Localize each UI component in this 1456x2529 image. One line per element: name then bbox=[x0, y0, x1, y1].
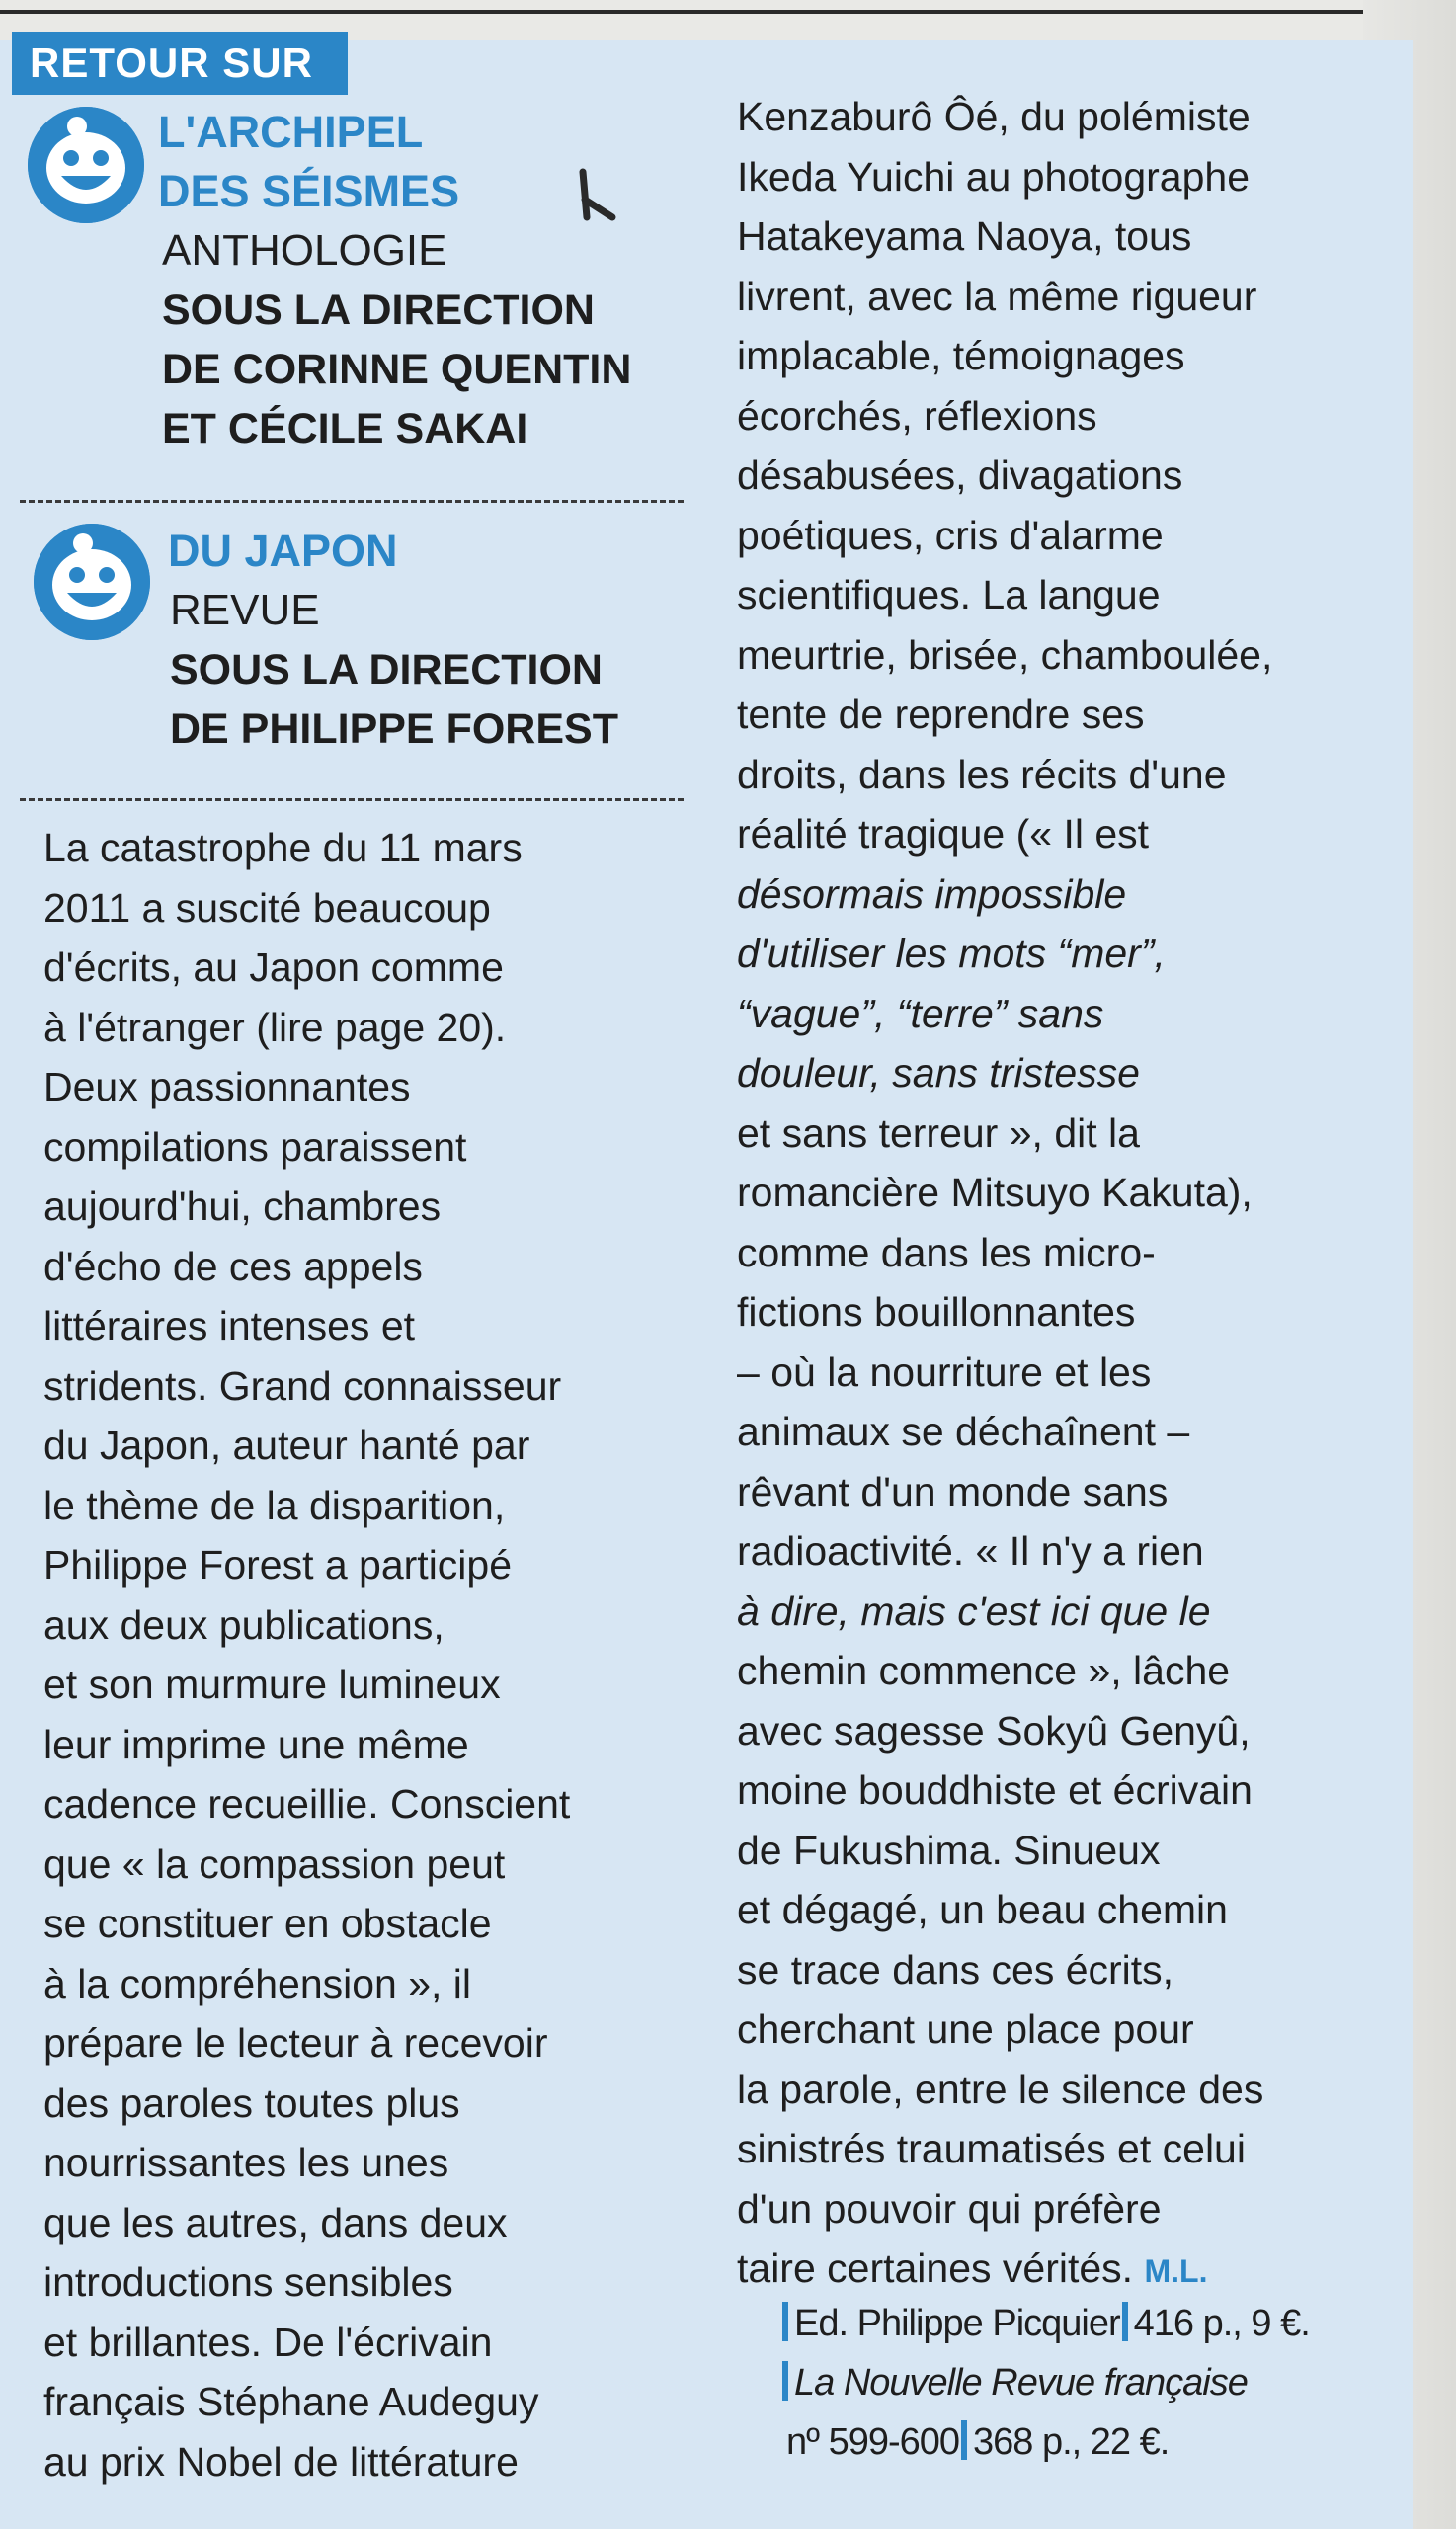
text-line: comme dans les micro- bbox=[737, 1229, 1156, 1275]
text-line: tente de reprendre ses bbox=[737, 692, 1145, 737]
text-line: moine bouddhiste et écrivain bbox=[737, 1767, 1253, 1813]
text-line: se constituer en obstacle bbox=[43, 1901, 492, 1946]
section-tab: RETOUR SUR bbox=[12, 32, 348, 95]
book-credit-line: SOUS LA DIRECTION bbox=[162, 286, 595, 334]
text-line: fictions bouillonnantes bbox=[737, 1289, 1136, 1335]
text-line bbox=[737, 1582, 1272, 1642]
text-line: réalité tragique (« Il est bbox=[737, 811, 1150, 857]
text-line: aux deux publications, bbox=[43, 1601, 445, 1648]
text-line: La catastrophe du 11 mars bbox=[43, 825, 523, 870]
text-line: à l'étranger (lire page 20). bbox=[43, 1004, 507, 1050]
text-line: des paroles toutes plus bbox=[43, 2080, 460, 2126]
book-type: ANTHOLOGIE bbox=[162, 226, 447, 275]
text-line: et sans terreur », dit la bbox=[737, 1109, 1140, 1156]
separator-bar bbox=[782, 2361, 788, 2401]
text-line: poétiques, cris d'alarme bbox=[737, 512, 1164, 558]
text-line: scientifiques. La langue bbox=[737, 572, 1161, 617]
text-line: et brillantes. De l'écrivain bbox=[43, 2319, 493, 2365]
text-line: meurtrie, brisée, chamboulée, bbox=[737, 631, 1273, 678]
quote-text: douleur, sans tristesse bbox=[737, 1050, 1140, 1096]
text-line: d'écho de ces appels bbox=[43, 1243, 423, 1289]
text-line: droits, dans les récits d'une bbox=[737, 751, 1227, 797]
smiling-face-icon bbox=[28, 107, 144, 223]
text-line: à la compréhension », il bbox=[43, 1960, 472, 2006]
text-line: que les autres, dans deux bbox=[43, 2199, 508, 2245]
issue-number: nº 599-600 bbox=[786, 2421, 960, 2463]
smiling-face-icon bbox=[34, 524, 150, 640]
text-line bbox=[737, 2239, 1272, 2299]
text-line: introductions sensibles bbox=[43, 2259, 453, 2305]
text-line: – où la nourriture et les bbox=[737, 1348, 1152, 1395]
publication-details: 416 p., 9 €. bbox=[1133, 2303, 1310, 2344]
text-line: la parole, entre le silence des bbox=[737, 2066, 1264, 2112]
text-line: Philippe Forest a participé bbox=[43, 1542, 513, 1588]
text-line: radioactivité. « Il n'y a rien bbox=[737, 1528, 1204, 1574]
text-line: cherchant une place pour bbox=[737, 2006, 1194, 2052]
text-line: Hatakeyama Naoya, tous bbox=[737, 213, 1192, 259]
text-line: désabusées, divagations bbox=[737, 452, 1183, 498]
text-line: 2011 a suscité beaucoup bbox=[43, 884, 491, 931]
text-line: compilations paraissent bbox=[43, 1123, 467, 1170]
text-line: sinistrés traumatisés et celui bbox=[737, 2126, 1246, 2171]
quote-text: désormais impossible bbox=[737, 870, 1127, 917]
text-line: prépare le lecteur à recevoir bbox=[43, 2020, 548, 2066]
publisher-name: Ed. Philippe Picquier bbox=[794, 2303, 1120, 2344]
review-text-left bbox=[43, 818, 570, 2491]
separator-bar bbox=[782, 2302, 788, 2341]
book-title-line: L'ARCHIPEL bbox=[158, 107, 424, 157]
book-credit-line: DE CORINNE QUENTIN bbox=[162, 346, 632, 393]
top-rule bbox=[0, 10, 1383, 14]
text-line: français Stéphane Audeguy bbox=[43, 2379, 539, 2424]
text-line: et son murmure lumineux bbox=[43, 1662, 501, 1707]
text-line: d'un pouvoir qui préfère bbox=[737, 2185, 1162, 2232]
text-line: leur imprime une même bbox=[43, 1721, 469, 1767]
book-type: REVUE bbox=[170, 586, 320, 634]
text-line: d'écrits, au Japon comme bbox=[43, 944, 504, 990]
quote-text: d'utiliser les mots “mer”, bbox=[737, 931, 1166, 976]
text-line: implacable, témoignages bbox=[737, 333, 1185, 378]
text-line: du Japon, auteur hanté par bbox=[43, 1423, 530, 1468]
text-line: le thème de la disparition, bbox=[43, 1482, 506, 1528]
quote-text: “vague”, “terre” sans bbox=[737, 990, 1104, 1036]
book-credit-line: DE PHILIPPE FOREST bbox=[170, 705, 618, 753]
publication-details: 368 p., 22 €. bbox=[973, 2421, 1170, 2463]
text-line bbox=[737, 864, 1272, 925]
text-line: se trace dans ces écrits, bbox=[737, 1946, 1174, 1993]
separator-bar bbox=[1122, 2302, 1128, 2341]
text-line: romancière Mitsuyo Kakuta), bbox=[737, 1170, 1253, 1215]
dashed-divider bbox=[20, 798, 684, 801]
text-line: littéraires intenses et bbox=[43, 1303, 416, 1348]
text-line bbox=[737, 984, 1272, 1044]
book-title-line: DES SÉISMES bbox=[158, 166, 460, 216]
text-line: et dégagé, un beau chemin bbox=[737, 1887, 1228, 1932]
quote-text: à dire, mais c'est ici que le bbox=[737, 1588, 1211, 1634]
text-line: livrent, avec la même rigueur bbox=[737, 273, 1257, 319]
publication-info-line bbox=[786, 2412, 1169, 2472]
text-line: stridents. Grand connaisseur bbox=[43, 1362, 562, 1409]
publication-info-line bbox=[780, 2353, 1248, 2412]
author-signature: M.L. bbox=[1144, 2253, 1208, 2289]
publisher-name: La Nouvelle Revue française bbox=[794, 2362, 1248, 2404]
text-line: chemin commence », lâche bbox=[737, 1648, 1231, 1693]
text-line: Ikeda Yuichi au photographe bbox=[737, 153, 1251, 200]
text-line: de Fukushima. Sinueux bbox=[737, 1827, 1161, 1873]
text-line: cadence recueillie. Conscient bbox=[43, 1781, 571, 1827]
text-line: nourrissantes les unes bbox=[43, 2140, 449, 2185]
text-line: avec sagesse Sokyû Genyû, bbox=[737, 1707, 1251, 1754]
text-line bbox=[737, 924, 1272, 984]
text-line: écorchés, réflexions bbox=[737, 392, 1097, 439]
book-title-line: DU JAPON bbox=[168, 526, 398, 576]
text-line: au prix Nobel de littérature bbox=[43, 2438, 519, 2485]
text-line: Deux passionnantes bbox=[43, 1064, 411, 1109]
last-line-text: taire certaines vérités. bbox=[737, 2245, 1134, 2291]
book-credit-line: ET CÉCILE SAKAI bbox=[162, 405, 528, 452]
arrow-mark-icon bbox=[573, 166, 622, 225]
text-line bbox=[737, 1043, 1272, 1103]
text-line: animaux se déchaînent – bbox=[737, 1409, 1190, 1454]
text-line: que « la compassion peut bbox=[43, 1840, 506, 1887]
text-line: rêvant d'un monde sans bbox=[737, 1468, 1169, 1514]
dashed-divider bbox=[20, 500, 684, 503]
text-line: aujourd'hui, chambres bbox=[43, 1183, 442, 1229]
review-text-right bbox=[737, 87, 1272, 2299]
book-credit-line: SOUS LA DIRECTION bbox=[170, 646, 603, 693]
text-line: Kenzaburô Ôé, du polémiste bbox=[737, 94, 1251, 139]
separator-bar bbox=[961, 2420, 967, 2460]
publication-info-line bbox=[780, 2294, 1310, 2353]
